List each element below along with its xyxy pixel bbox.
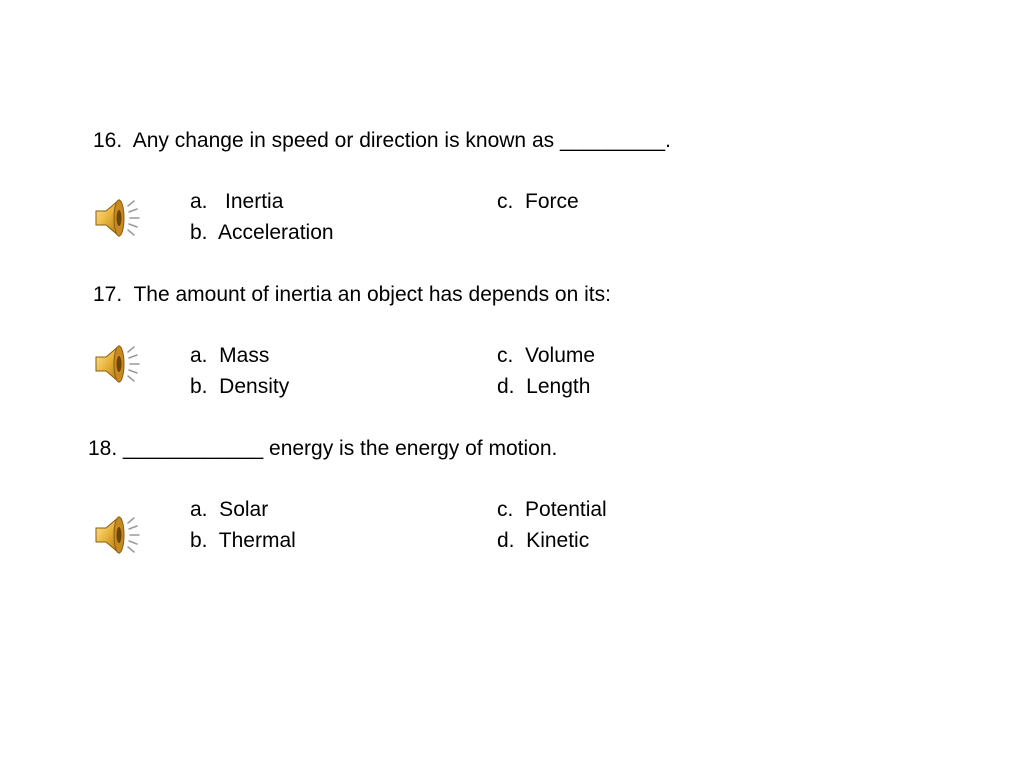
question-16-choice-b: b. Acceleration (190, 221, 334, 244)
question-16-prompt: 16. Any change in speed or direction is known as _________. (93, 129, 671, 152)
question-16-choice-a: a. Inertia (190, 190, 284, 213)
question-18-choice-b: b. Thermal (190, 529, 296, 552)
speaker-icon[interactable] (93, 511, 141, 559)
question-17-prompt: 17. The amount of inertia an object has depends on its: (93, 283, 611, 306)
question-18-choice-c: c. Potential (497, 498, 607, 521)
question-17-choice-a: a. Mass (190, 344, 270, 367)
question-18-prompt: 18. ____________ energy is the energy of motion. (88, 437, 558, 460)
speaker-icon[interactable] (93, 340, 141, 388)
question-17-choice-b: b. Density (190, 375, 290, 398)
question-18-choice-d: d. Kinetic (497, 529, 590, 552)
question-17-choice-d: d. Length (497, 375, 591, 398)
speaker-icon[interactable] (93, 194, 141, 242)
question-18-choice-a: a. Solar (190, 498, 269, 521)
question-16-choice-c: c. Force (497, 190, 579, 213)
question-17-choice-c: c. Volume (497, 344, 596, 367)
